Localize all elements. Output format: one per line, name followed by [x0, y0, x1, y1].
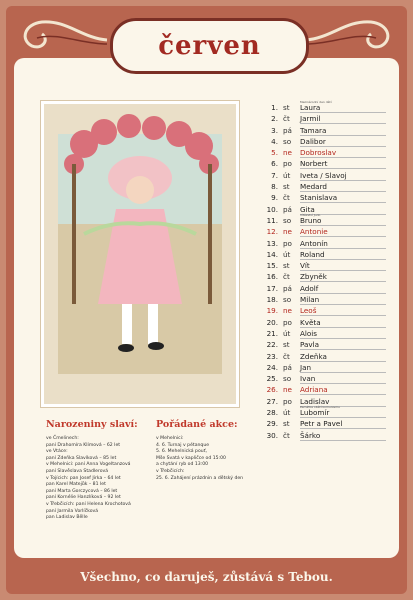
weekday: st: [283, 419, 290, 429]
day-number: 19.: [266, 306, 278, 316]
day-number: 5.: [271, 148, 278, 158]
weekday: so: [283, 295, 292, 305]
holiday-note: Památka obětí komunismu: [300, 405, 340, 410]
birthday-line: pan Ladislav Bělle: [46, 515, 88, 521]
weekday: po: [283, 317, 292, 327]
row-divider: [300, 428, 386, 429]
name-day: Ladislav: [300, 396, 330, 406]
title-plate: [110, 18, 309, 74]
row-divider: [300, 225, 386, 226]
calendar-row: [262, 126, 392, 137]
name-day: Dobroslav: [300, 148, 337, 158]
weekday: pá: [283, 362, 292, 372]
row-divider: [300, 394, 386, 395]
calendar-row: [262, 272, 392, 283]
day-number: 2.: [271, 114, 278, 124]
weekday: po: [283, 396, 292, 406]
weekday: st: [283, 103, 290, 112]
name-day-calendar: [262, 100, 392, 442]
day-number: 12.: [266, 227, 278, 237]
calendar-row: [262, 148, 392, 159]
day-number: 22.: [266, 340, 278, 350]
weekday: út: [283, 328, 291, 338]
calendar-row: [262, 137, 392, 148]
footer-quote: Všechno, co daruješ, zůstává s Tebou.: [80, 570, 333, 584]
name-day: Antonie: [300, 227, 328, 237]
row-divider: [300, 281, 386, 282]
name-day: Ivan: [300, 374, 316, 384]
day-number: 3.: [271, 125, 278, 135]
row-divider: [300, 327, 386, 328]
event-line: Mše Svatá v kapličce od 15:00: [156, 455, 226, 461]
event-line: v Mehelnici:: [156, 436, 184, 441]
month-title: červen: [158, 31, 261, 61]
row-divider: [300, 372, 386, 373]
day-number: 15.: [266, 261, 278, 271]
left-ornament: [12, 10, 112, 60]
row-divider: [300, 349, 386, 350]
holiday-note: Vítězství Judo: [300, 212, 321, 217]
birthday-line: v Tojícich: pan Josef Jirka – 64 let: [46, 475, 121, 481]
calendar-row: [262, 363, 392, 374]
weekday: po: [283, 238, 292, 248]
calendar-row: [262, 431, 392, 442]
calendar-row: [262, 385, 392, 396]
birthday-line: paní Marta Gorczycová – 86 let: [46, 488, 118, 494]
calendar-row: [262, 239, 392, 250]
weekday: ne: [283, 385, 292, 395]
weekday: čt: [283, 272, 290, 282]
calendar-row: [262, 374, 392, 385]
row-divider: [300, 338, 386, 339]
day-number: 30.: [266, 430, 278, 440]
row-divider: [300, 315, 386, 316]
weekday: so: [283, 374, 292, 384]
calendar-row: [262, 340, 392, 351]
day-number: 18.: [266, 295, 278, 305]
birthday-line: ve Vtáce:: [46, 449, 68, 455]
weekday: čt: [283, 193, 290, 203]
birthday-line: v Třebčicích: paní Helena Krochotová: [46, 501, 131, 507]
name-day: Vít: [300, 261, 310, 271]
right-ornament: [301, 10, 401, 60]
row-divider: [300, 135, 386, 136]
day-number: 27.: [266, 396, 278, 406]
day-number: 17.: [266, 283, 278, 293]
name-day: Bruno: [300, 215, 322, 225]
calendar-row: [262, 250, 392, 261]
day-number: 25.: [266, 374, 278, 384]
birthdays-list: [46, 436, 131, 522]
weekday: út: [283, 408, 291, 418]
day-number: 1.: [271, 103, 278, 112]
name-day: Jarmil: [300, 114, 321, 124]
day-number: 16.: [266, 272, 278, 282]
row-divider: [300, 259, 386, 260]
day-number: 8.: [271, 182, 278, 192]
weekday: út: [283, 170, 291, 180]
day-number: 29.: [266, 419, 278, 429]
name-day: Leoš: [300, 306, 317, 316]
day-number: 13.: [266, 238, 278, 248]
birthday-line: paní Kornélie Hanzlíková – 92 let: [46, 495, 121, 501]
day-number: 4.: [271, 136, 278, 146]
calendar-row: [262, 193, 392, 204]
name-day: Dalibor: [300, 136, 326, 146]
row-divider: [300, 168, 386, 169]
event-line: a chytání ryb od 13:00: [156, 462, 209, 468]
weekday: čt: [283, 430, 290, 440]
birthday-line: paní Jarmila Vorlíčková: [46, 508, 99, 514]
name-day: Laura: [300, 103, 321, 112]
day-number: 7.: [271, 170, 278, 180]
birthday-line: paní Zdeňka Slavíková – 85 let: [46, 455, 117, 461]
row-divider: [300, 361, 386, 362]
calendar-row: [262, 227, 392, 238]
weekday: út: [283, 249, 291, 259]
weekday: čt: [283, 114, 290, 124]
weekday: ne: [283, 148, 292, 158]
calendar-row: [262, 295, 392, 306]
day-number: 14.: [266, 249, 278, 259]
day-number: 21.: [266, 328, 278, 338]
event-line: v Třebčicích:: [156, 468, 185, 474]
row-divider: [300, 440, 386, 441]
calendar-row: [262, 329, 392, 340]
row-divider: [300, 191, 386, 192]
day-number: 9.: [271, 193, 278, 203]
calendar-row: [262, 100, 392, 114]
event-line: 25. 6. Zahájení prázdnin a dětský den: [156, 475, 244, 481]
name-day: Stanislava: [300, 193, 338, 203]
weekday: ne: [283, 227, 292, 237]
calendar-row: [262, 261, 392, 272]
name-day: Medard: [300, 182, 327, 192]
row-divider: [300, 236, 386, 237]
row-divider: [300, 202, 386, 203]
event-line: 4. 6. Turnaj v pétanque: [156, 442, 210, 448]
name-day: Adolf: [300, 283, 319, 293]
row-divider: [300, 417, 386, 418]
name-day: Pavla: [300, 340, 320, 350]
row-divider: [300, 180, 386, 181]
name-day: Norbert: [300, 159, 328, 169]
name-day: Gita: [300, 204, 315, 214]
calendar-row: [262, 284, 392, 295]
calendar-row: [262, 318, 392, 329]
name-day: Květa: [300, 317, 321, 327]
weekday: pá: [283, 125, 292, 135]
calendar-row: [262, 405, 392, 419]
events-heading: Pořádané akce:: [156, 419, 238, 430]
weekday: čt: [283, 351, 290, 361]
name-day: Jan: [300, 362, 312, 372]
day-number: 10.: [266, 204, 278, 214]
name-day: Tamara: [300, 125, 327, 135]
name-day: Lubomír: [300, 408, 330, 418]
weekday: st: [283, 340, 290, 350]
day-number: 11.: [266, 215, 278, 225]
row-divider: [300, 157, 386, 158]
calendar-row: [262, 171, 392, 182]
weekday: ne: [283, 306, 292, 316]
name-day: Zdeňka: [300, 351, 327, 361]
name-day: Roland: [300, 249, 325, 259]
calendar-row: [262, 159, 392, 170]
holiday-note: Mezinárodní den dětí: [300, 100, 332, 104]
day-number: 23.: [266, 351, 278, 361]
event-line: 5. 6. Mehelnická pouť,: [156, 449, 207, 455]
birthday-line: paní Drahomíra Klímová – 62 let: [46, 442, 121, 448]
row-divider: [300, 123, 386, 124]
row-divider: [300, 146, 386, 147]
name-day: Petr a Pavel: [300, 419, 343, 429]
events-list: [156, 436, 243, 482]
name-day: Zbyněk: [300, 272, 327, 282]
weekday: pá: [283, 204, 292, 214]
calendar-row: [262, 419, 392, 430]
day-number: 6.: [271, 159, 278, 169]
row-divider: [300, 304, 386, 305]
day-number: 20.: [266, 317, 278, 327]
weekday: so: [283, 215, 292, 225]
vintage-girl-image: [41, 101, 239, 407]
row-divider: [300, 383, 386, 384]
birthdays-heading: Narozeniny slaví:: [46, 419, 138, 430]
row-divider: [300, 112, 386, 113]
name-day: Iveta / Slavoj: [300, 170, 347, 180]
weekday: st: [283, 261, 290, 271]
day-number: 26.: [266, 385, 278, 395]
calendar-row: [262, 306, 392, 317]
birthday-line: v Mehelnici: paní Anna Vogeltanzová: [46, 462, 131, 468]
calendar-row: [262, 205, 392, 216]
name-day: Šárko: [300, 430, 321, 440]
weekday: so: [283, 136, 292, 146]
calendar-row: [262, 352, 392, 363]
weekday: pá: [283, 283, 292, 293]
calendar-row: [262, 182, 392, 193]
name-day: Adriana: [300, 385, 328, 395]
name-day: Alois: [300, 328, 318, 338]
birthday-line: ve Čmelinech:: [46, 436, 79, 441]
day-number: 28.: [266, 408, 278, 418]
name-day: Milan: [300, 295, 320, 305]
row-divider: [300, 248, 386, 249]
birthday-line: paní Slavěslava Stadlerová: [46, 468, 109, 474]
weekday: po: [283, 159, 292, 169]
day-number: 24.: [266, 362, 278, 372]
name-day: Antonín: [300, 238, 328, 248]
calendar-row: [262, 114, 392, 125]
row-divider: [300, 293, 386, 294]
birthday-line: pan Karel Matejůk – 81 let: [46, 482, 106, 488]
row-divider: [300, 270, 386, 271]
calendar-row: [262, 212, 392, 227]
weekday: st: [283, 182, 290, 192]
